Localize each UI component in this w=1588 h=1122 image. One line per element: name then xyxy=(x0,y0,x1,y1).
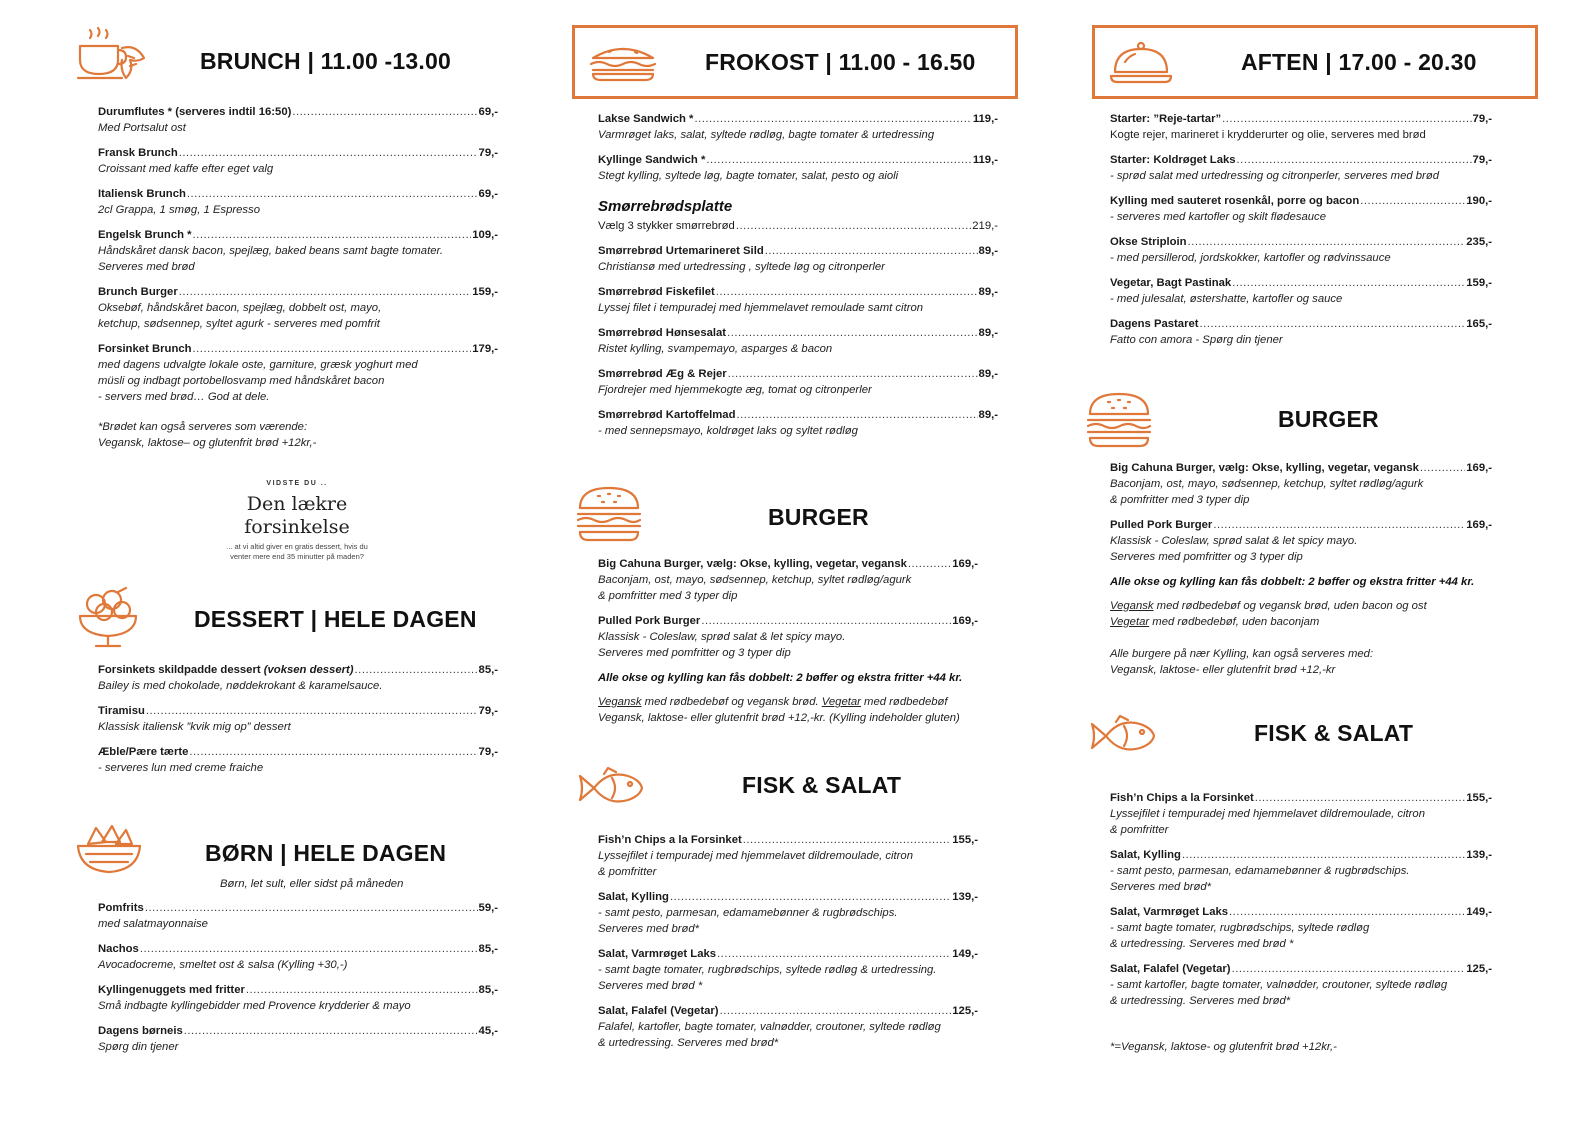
item-name: Smørrebrød Fiskefilet xyxy=(598,286,715,298)
fisk-title: FISK & SALAT xyxy=(742,772,902,798)
item-desc: med salatmayonnaise xyxy=(98,918,208,930)
coffee-croissant-icon xyxy=(76,26,148,84)
item-desc: Ristet kylling, svampemayo, asparges & bacon xyxy=(598,343,833,355)
item-desc: Fatto con amora - Spørg din tjener xyxy=(1110,334,1283,346)
item-desc: Kogte rejer, marineret i krydderurter og olie, serveres med brød xyxy=(1110,129,1426,141)
item-price: 89,- xyxy=(978,327,998,339)
item-desc: Lyssejfilet i tempuradej med hjemmelavet dildremoulade, citron & pomfritter xyxy=(1110,808,1425,836)
item-desc: - samt pesto, parmesan, edamamebønner & rugbrødschips. Serveres med brød* xyxy=(1110,865,1410,893)
item-desc: Falafel, kartofler, bagte tomater, valnødder, croutoner, syltede rødløg & urtedressing. Serveres med brød* xyxy=(598,1021,941,1049)
item-desc: - samt pesto, parmesan, edamamebønner & rugbrødschips. Serveres med brød* xyxy=(598,907,898,935)
item-price: 89,- xyxy=(978,409,998,421)
item-desc: Varmrøget laks, salat, syltede rødløg, bagte tomater & urtedressing xyxy=(598,129,935,141)
menu-item xyxy=(1110,961,1492,1009)
item-price: 79,- xyxy=(1472,113,1492,125)
item-desc: Klassisk - Coleslaw, sprød salat & let spicy mayo. Serveres med pomfritter og 3 typer dip xyxy=(1110,535,1358,563)
menu-item xyxy=(1110,152,1492,184)
nachos-bowl-icon xyxy=(76,822,142,876)
item-name: Smørrebrød Hønsesalat xyxy=(598,327,727,339)
aften-header xyxy=(1092,25,1538,99)
item-price: 69,- xyxy=(478,188,498,200)
menu-item xyxy=(598,613,978,661)
menu-item xyxy=(98,900,498,932)
item-name: Pulled Pork Burger xyxy=(598,615,701,627)
item-desc: Fjordrejer med hjemmekogte æg, tomat og citronperler xyxy=(598,384,872,396)
burger-section-right xyxy=(1092,392,1532,676)
burger-header xyxy=(572,486,1012,546)
item-desc: - sprød salat med urtedressing og citronperler, serveres med brød xyxy=(1110,170,1439,182)
item-desc: Oksebøf, håndskåret bacon, spejlæg, dobbelt ost, mayo, ketchup, sødsennep, syltet agurk - serveres med pomfrit xyxy=(98,302,382,330)
burger-items xyxy=(598,556,1008,726)
item-name: Salat, Varmrøget Laks xyxy=(598,948,717,960)
item-price: 119,- xyxy=(972,154,998,166)
item-desc: Lyssejfilet i tempuradej med hjemmelavet dildremoulade, citron & pomfritter xyxy=(598,850,913,878)
item-name: Durumflutes * (serveres indtil 16:50) xyxy=(98,106,292,118)
sandwich-icon xyxy=(589,44,657,82)
item-desc: - samt kartofler, bagte tomater, valnødder, croutoner, syltede rødløg & urtedressing. Serveres med brød* xyxy=(1110,979,1448,1007)
item-desc: - med sennepsmayo, koldrøget laks og syltet rødløg xyxy=(598,425,858,437)
item-name: Starter: ”Reje-tartar” xyxy=(1110,113,1222,125)
item-price: 165,- xyxy=(1466,318,1492,330)
item-desc: Baconjam, ost, mayo, sødsennep, ketchup, syltet rødløg/agurk & pomfritter med 3 typer dip xyxy=(598,574,912,602)
brunch-header xyxy=(72,26,482,86)
promo-headline-1: Den lækre xyxy=(246,493,348,515)
menu-item xyxy=(1110,904,1492,952)
aften-section xyxy=(1092,25,1538,346)
footnote: *=Vegansk, laktose- og glutenfrit brød +12kr,- xyxy=(1110,1041,1337,1053)
item-desc: Klassisk - Coleslaw, sprød salat & let spicy mayo. Serveres med pomfritter og 3 typer dip xyxy=(598,631,846,659)
menu-item xyxy=(1110,111,1492,143)
item-name: Dagens børneis xyxy=(98,1025,183,1037)
menu-item xyxy=(98,744,498,776)
item-price: 119,- xyxy=(972,113,998,125)
promo-headline-2: forsinkelse xyxy=(244,516,350,538)
item-name: Starter: Koldrøget Laks xyxy=(1110,154,1236,166)
burger-title: BURGER xyxy=(768,504,869,530)
item-price: 79,- xyxy=(478,705,498,717)
item-name: Smørrebrød Urtemarineret Sild xyxy=(598,245,764,257)
item-name: Kyllingenuggets med fritter xyxy=(98,984,245,996)
born-items xyxy=(98,900,498,1064)
item-price: 125,- xyxy=(952,1005,978,1017)
menu-item xyxy=(598,556,978,604)
frokost-items xyxy=(598,111,998,448)
item-name: Fransk Brunch xyxy=(98,147,178,159)
item-name: Big Cahuna Burger, vælg: Okse, kylling, vegetar, vegansk xyxy=(1110,462,1419,474)
item-price: 149,- xyxy=(1466,906,1492,918)
frokost-title: FROKOST | 11.00 - 16.50 xyxy=(705,49,976,75)
item-price: 159,- xyxy=(1466,277,1492,289)
item-desc: - samt bagte tomater, rugbrødschips, syltede rødløg & urtedressing. Serveres med brød * xyxy=(598,964,937,992)
item-price: 149,- xyxy=(952,948,978,960)
item-name: Lakse Sandwich * xyxy=(598,113,694,125)
menu-item xyxy=(98,982,498,1014)
vegan-note: Vegansk med rødbedebøf og vegansk brød, uden bacon og ost xyxy=(1110,600,1427,612)
item-name: Pulled Pork Burger xyxy=(1110,519,1213,531)
gluten-note: Vegansk, laktose- eller glutenfrit brød +12,-kr. (Kylling indeholder gluten) xyxy=(598,712,960,724)
fisk-items xyxy=(598,832,998,1060)
burger-title: BURGER xyxy=(1278,406,1379,432)
menu-item xyxy=(1110,193,1492,225)
fisk-section-right xyxy=(1092,708,1502,1053)
menu-item xyxy=(598,243,998,275)
menu-item xyxy=(98,145,498,177)
bread-note: *Brødet kan også serveres som værende: Vegansk, laktose– og glutenfrit brød +12kr,- xyxy=(98,421,317,449)
frokost-header xyxy=(572,25,1018,99)
menu-item xyxy=(598,284,998,316)
vegan-note: Vegansk med rødbedebøf og vegansk brød. Vegetar med rødbedebøf xyxy=(598,696,948,708)
frokost-section xyxy=(572,25,1018,437)
burger-section-middle xyxy=(572,486,1012,724)
fisk-header xyxy=(572,760,982,820)
menu-item xyxy=(1110,790,1492,838)
brunch-title: BRUNCH | 11.00 -13.00 xyxy=(200,48,451,74)
item-price: 79,- xyxy=(478,746,498,758)
aften-items xyxy=(1110,111,1492,357)
aften-title: AFTEN | 17.00 - 20.30 xyxy=(1241,49,1477,75)
item-name-extra: (voksen dessert) xyxy=(260,664,354,676)
brunch-section xyxy=(72,26,498,449)
menu-item xyxy=(98,341,498,405)
menu-item xyxy=(598,325,998,357)
menu-item xyxy=(98,662,498,694)
menu-item xyxy=(598,1003,978,1051)
item-name: Smørrebrød Kartoffelmad xyxy=(598,409,736,421)
item-price: 79,- xyxy=(1472,154,1492,166)
item-price: 169,- xyxy=(952,558,978,570)
item-name: Forsinket Brunch xyxy=(98,343,192,355)
item-name: Salat, Varmrøget Laks xyxy=(1110,906,1229,918)
burger-header xyxy=(1092,392,1532,452)
fisk-title: FISK & SALAT xyxy=(1254,720,1414,746)
fisk-header xyxy=(1092,708,1502,768)
dessert-items xyxy=(98,662,498,785)
fish-icon xyxy=(1088,714,1156,758)
menu-item xyxy=(598,366,998,398)
item-name: Fish’n Chips a la Forsinket xyxy=(1110,792,1254,804)
menu-item xyxy=(98,227,498,275)
fisk-section-middle xyxy=(572,760,982,1049)
burger-icon xyxy=(1086,392,1152,448)
item-name: Æble/Pære tærte xyxy=(98,746,189,758)
item-price: 85,- xyxy=(478,984,498,996)
menu-item xyxy=(1110,316,1492,348)
born-title: BØRN | HELE DAGEN xyxy=(205,840,447,866)
menu-item xyxy=(598,946,978,994)
item-price: 169,- xyxy=(1466,519,1492,531)
menu-item xyxy=(98,104,498,136)
item-name: Vegetar, Bagt Pastinak xyxy=(1110,277,1232,289)
item-price: 79,- xyxy=(478,147,498,159)
promo-kicker: VIDSTE DU .. xyxy=(266,480,328,487)
item-desc: - serveres lun med creme fraiche xyxy=(98,762,264,774)
item-desc: Christiansø med urtedressing , syltede løg og citronperler xyxy=(598,261,885,273)
double-note: Alle okse og kylling kan fås dobbelt: 2 bøffer og ekstra fritter +44 kr. xyxy=(598,672,963,684)
item-name: Salat, Falafel (Vegetar) xyxy=(1110,963,1231,975)
fish-icon xyxy=(576,766,644,810)
menu-item xyxy=(598,152,998,184)
fisk-items xyxy=(1110,790,1510,1055)
item-desc: Baconjam, ost, mayo, sødsennep, ketchup, syltet rødløg/agurk & pomfritter med 3 typer dip xyxy=(1110,478,1424,506)
item-desc: med dagens udvalgte lokale oste, garniture, græsk yoghurt med müsli og indbagt portobellosvamp med håndskåret bacon - servers med brød… God at dele. xyxy=(98,359,418,403)
item-name: Nachos xyxy=(98,943,139,955)
platte-title: Smørrebrødsplatte xyxy=(598,198,733,215)
menu-item xyxy=(1110,847,1492,895)
vegetar-note: Vegetar med rødbedebøf, uden baconjam xyxy=(1110,616,1320,628)
item-name: Brunch Burger xyxy=(98,286,178,298)
item-price: 235,- xyxy=(1466,236,1492,248)
item-name: Vælg 3 stykker smørrebrød xyxy=(598,220,735,232)
burger-items xyxy=(1110,460,1520,678)
item-desc: Avocadocreme, smeltet ost & salsa (Kylling +30,-) xyxy=(98,959,348,971)
item-name: Smørrebrød Æg & Rejer xyxy=(598,368,727,380)
item-desc: - med julesalat, østershatte, kartofler og sauce xyxy=(1110,293,1343,305)
menu-item xyxy=(598,111,998,143)
item-name: Tiramisu xyxy=(98,705,145,717)
item-desc: Små indbagte kyllingebidder med Provence krydderier & mayo xyxy=(98,1000,411,1012)
item-price: 139,- xyxy=(1466,849,1492,861)
item-desc: 2cl Grappa, 1 smøg, 1 Espresso xyxy=(98,204,260,216)
item-desc: Spørg din tjener xyxy=(98,1041,179,1053)
item-desc: Klassisk italiensk ”kvik mig op” dessert xyxy=(98,721,291,733)
born-header xyxy=(72,822,482,882)
menu-item xyxy=(598,889,978,937)
menu-item xyxy=(98,703,498,735)
item-name: Salat, Kylling xyxy=(1110,849,1181,861)
item-price: 89,- xyxy=(978,368,998,380)
born-section xyxy=(72,822,498,1053)
item-name: Big Cahuna Burger, vælg: Okse, kylling, vegetar, vegansk xyxy=(598,558,907,570)
item-price: 169,- xyxy=(1466,462,1492,474)
item-name: Salat, Kylling xyxy=(598,891,669,903)
promo-box xyxy=(212,480,382,562)
item-price: 89,- xyxy=(978,286,998,298)
dessert-header xyxy=(72,586,482,646)
item-desc: - med persillerod, jordskokker, kartofler og rødvinssauce xyxy=(1110,252,1391,264)
menu-item xyxy=(1110,460,1492,508)
item-desc: - serveres med kartofler og skilt flødesauce xyxy=(1110,211,1326,223)
extra-note: Alle burgere på nær Kylling, kan også serveres med: Vegansk, laktose- eller glutenfrit brød +12,-kr xyxy=(1110,648,1374,676)
item-desc: Lyssej filet i tempuradej med hjemmelavet remoulade samt citron xyxy=(598,302,924,314)
menu-item xyxy=(598,832,978,880)
menu-item xyxy=(98,941,498,973)
item-name: Kyllinge Sandwich * xyxy=(598,154,706,166)
brunch-items xyxy=(98,104,498,451)
item-price: 85,- xyxy=(478,943,498,955)
menu-item xyxy=(98,284,498,332)
item-desc: Med Portsalut ost xyxy=(98,122,186,134)
menu-item xyxy=(98,186,498,218)
item-name: Kylling med sauteret rosenkål, porre og bacon xyxy=(1110,195,1360,207)
item-price: 85,- xyxy=(478,664,498,676)
item-name: Okse Striploin xyxy=(1110,236,1187,248)
burger-icon xyxy=(576,486,642,542)
item-name: Engelsk Brunch * xyxy=(98,229,192,241)
item-price: 59,- xyxy=(478,902,498,914)
menu-item xyxy=(598,218,998,234)
item-price: 125,- xyxy=(1466,963,1492,975)
item-price: 169,- xyxy=(952,615,978,627)
item-name: Forsinkets skildpadde dessert (voksen dessert) xyxy=(98,664,354,676)
item-price: 159,- xyxy=(472,286,498,298)
item-price: 45,- xyxy=(478,1025,498,1037)
item-name: Dagens Pastaret xyxy=(1110,318,1199,330)
item-desc: Stegt kylling, syltede løg, bagte tomater, salat, pesto og aioli xyxy=(598,170,899,182)
menu-item xyxy=(98,1023,498,1055)
double-note: Alle okse og kylling kan fås dobbelt: 2 bøffer og ekstra fritter +44 kr. xyxy=(1110,576,1475,588)
cloche-icon xyxy=(1109,40,1173,86)
item-price: 89,- xyxy=(978,245,998,257)
item-desc: - samt bagte tomater, rugbrødschips, syltede rødløg & urtedressing. Serveres med brød * xyxy=(1110,922,1370,950)
item-desc: Bailey is med chokolade, nøddekrokant & karamelsauce. xyxy=(98,680,383,692)
menu-item xyxy=(1110,275,1492,307)
item-price: 155,- xyxy=(1466,792,1492,804)
menu-item xyxy=(598,407,998,439)
dessert-title: DESSERT | HELE DAGEN xyxy=(194,606,477,632)
item-name: Italiensk Brunch xyxy=(98,188,186,200)
item-price: 155,- xyxy=(952,834,978,846)
item-desc: Croissant med kaffe efter eget valg xyxy=(98,163,274,175)
menu-item xyxy=(1110,234,1492,266)
dessert-section xyxy=(72,586,498,774)
item-price: 109,- xyxy=(472,229,498,241)
item-name: Fish’n Chips a la Forsinket xyxy=(598,834,742,846)
item-desc: Håndskåret dansk bacon, spejlæg, baked beans samt bagte tomater. Serveres med brød xyxy=(98,245,443,273)
item-name: Pomfrits xyxy=(98,902,144,914)
item-price: 69,- xyxy=(478,106,498,118)
item-price: 179,- xyxy=(472,343,498,355)
item-name: Salat, Falafel (Vegetar) xyxy=(598,1005,719,1017)
ice-cream-bowl-icon xyxy=(76,586,140,650)
born-subtitle: Børn, let sult, eller sidst på måneden xyxy=(220,878,404,890)
promo-text: ... at vi altid giver en gratis dessert, hvis du venter mere end 35 minutter på maden? xyxy=(226,542,368,561)
item-price: 139,- xyxy=(952,891,978,903)
item-price: 190,- xyxy=(1466,195,1492,207)
menu-item xyxy=(1110,517,1492,565)
item-price: 219,- xyxy=(972,220,998,232)
